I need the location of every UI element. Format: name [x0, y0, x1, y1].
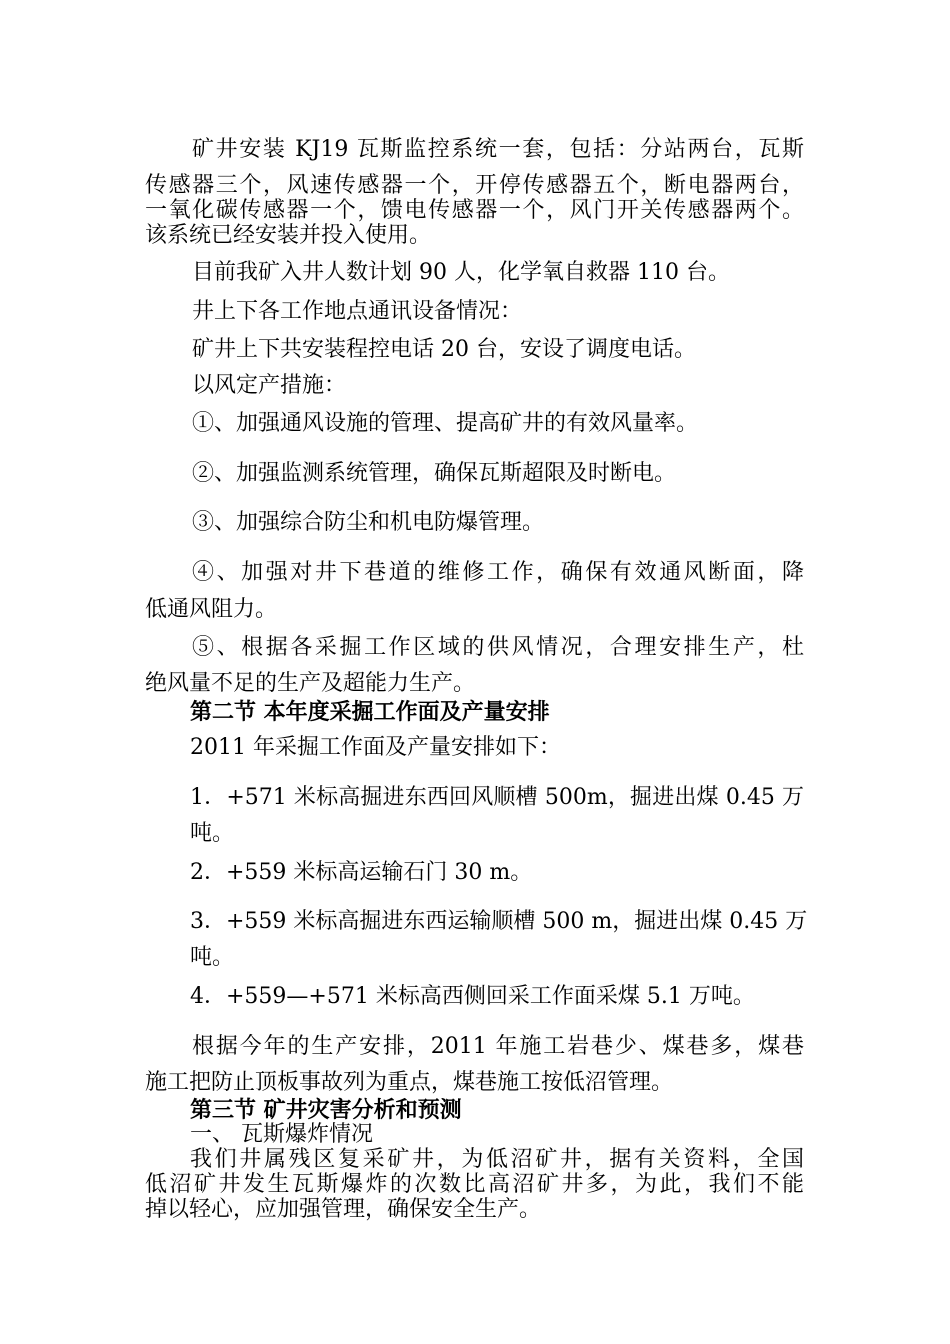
measure-1: ①、加强通风设施的管理、提高矿井的有效风量率。 — [192, 411, 699, 436]
plan-item-2: 2．+559 米标高运输石门 30 m。 — [190, 860, 533, 885]
production-note-line-1: 根据今年的生产安排，2011 年施工岩巷少、煤巷多，煤巷 — [192, 1034, 804, 1059]
gas-explosion-subheading: 一、 瓦斯爆炸情况 — [190, 1122, 373, 1147]
gas-explosion-line-3: 掉以轻心，应加强管理，确保安全生产。 — [145, 1197, 542, 1222]
gas-explosion-line-1: 我们井属残区复采矿井，为低沼矿井，据有关资料，全国 — [190, 1147, 804, 1172]
communication-heading: 井上下各工作地点通讯设备情况： — [192, 299, 523, 324]
measure-2: ②、加强监测系统管理，确保瓦斯超限及时断电。 — [192, 461, 677, 486]
measure-3: ③、加强综合防尘和机电防爆管理。 — [192, 510, 545, 535]
measure-5-line-1: ⑤、根据各采掘工作区域的供风情况，合理安排生产，杜 — [192, 635, 804, 660]
gas-explosion-line-2: 低沼矿井发生瓦斯爆炸的次数比高沼矿井多，为此，我们不能 — [145, 1172, 804, 1197]
production-plan-intro: 2011 年采掘工作面及产量安排如下： — [190, 735, 561, 760]
measure-5-line-2: 绝风量不足的生产及超能力生产。 — [145, 671, 476, 696]
personnel-paragraph: 目前我矿入井人数计划 90 人，化学氧自救器 110 台。 — [192, 260, 730, 285]
monitoring-system-line-3: 一氧化碳传感器一个，馈电传感器一个，风门开关传感器两个。 — [145, 198, 804, 223]
plan-item-3-line-1: 3．+559 米标高掘进东西运输顺槽 500 m，掘进出煤 0.45 万 — [190, 909, 808, 934]
plan-item-4: 4．+559—+571 米标高西侧回采工作面采煤 5.1 万吨。 — [190, 984, 755, 1009]
ventilation-measures-heading: 以风定产措施： — [192, 373, 347, 398]
plan-item-1-line-2: 吨。 — [190, 821, 235, 846]
production-note-line-2: 施工把防止顶板事故列为重点，煤巷施工按低沼管理。 — [145, 1070, 674, 1095]
plan-item-3-line-2: 吨。 — [190, 945, 235, 970]
plan-item-1-line-1: 1．+571 米标高掘进东西回风顺槽 500m，掘进出煤 0.45 万 — [190, 785, 804, 810]
section-2-heading: 第二节 本年度采掘工作面及产量安排 — [190, 699, 550, 725]
measure-4-line-2: 低通风阻力。 — [145, 597, 278, 622]
telephone-paragraph: 矿井上下共安装程控电话 20 台，安设了调度电话。 — [192, 337, 696, 362]
monitoring-system-line-1: 矿井安装 KJ19 瓦斯监控系统一套，包括：分站两台，瓦斯 — [192, 137, 804, 162]
measure-4-line-1: ④、加强对井下巷道的维修工作，确保有效通风断面，降 — [192, 560, 804, 585]
monitoring-system-line-4: 该系统已经安装并投入使用。 — [145, 223, 432, 248]
monitoring-system-line-2: 传感器三个，风速传感器一个，开停传感器五个，断电器两台， — [145, 173, 804, 198]
section-3-heading: 第三节 矿井灾害分析和预测 — [190, 1097, 462, 1123]
